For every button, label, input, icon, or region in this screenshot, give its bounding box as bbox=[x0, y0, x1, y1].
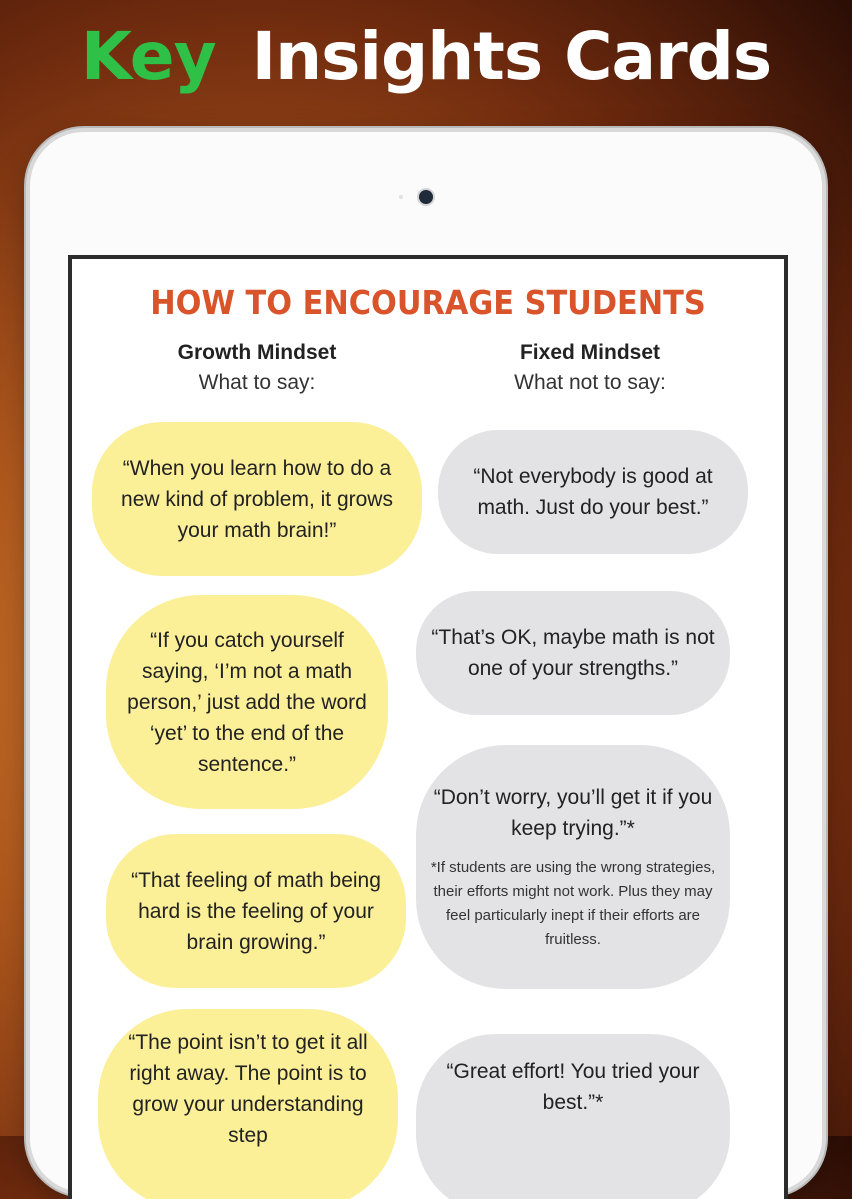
fixed-quote-2 bbox=[416, 591, 730, 715]
growth-quote-1 bbox=[92, 422, 422, 576]
camera-icon bbox=[419, 190, 433, 204]
growth-subheading: What to say: bbox=[198, 371, 316, 394]
card-screen[interactable] bbox=[68, 255, 788, 1199]
fixed-quote-text: “Don’t worry, you’ll get it if you keep trying.”* bbox=[433, 786, 713, 840]
growth-quote-text: “The point isn’t to get it all right away. The point is to grow your understanding step bbox=[128, 1031, 368, 1147]
growth-quote-text: “When you learn how to do a new kind of problem, it grows your math brain!” bbox=[121, 456, 393, 542]
card-title: HOW TO ENCOURAGE STUDENTS bbox=[150, 283, 706, 322]
fixed-quote-3 bbox=[416, 745, 730, 989]
growth-quote-4 bbox=[98, 1009, 398, 1199]
tablet-frame bbox=[30, 132, 822, 1192]
growth-quote-text: “That feeling of math being hard is the feeling of your brain growing.” bbox=[131, 868, 381, 954]
growth-header bbox=[107, 341, 407, 395]
fixed-header bbox=[440, 341, 740, 395]
headline bbox=[0, 18, 852, 95]
fixed-subheading: What not to say: bbox=[514, 371, 666, 394]
fixed-heading: Fixed Mindset bbox=[519, 341, 661, 364]
fixed-note: *If students are using the wrong strategies, their efforts might not work. Plus they may feel particularly inept if their efforts are fruitless. bbox=[430, 859, 716, 948]
growth-quote-2 bbox=[106, 595, 388, 809]
growth-quote-text: “If you catch yourself saying, ‘I’m not a math person,’ just add the word ‘yet’ to the end of the sentence.” bbox=[127, 628, 367, 776]
sensor-dot bbox=[399, 195, 403, 199]
fixed-quote-text: “That’s OK, maybe math is not one of your strengths.” bbox=[431, 626, 715, 680]
fixed-quote-text: “Great effort! You tried your best.”* bbox=[446, 1060, 700, 1114]
growth-heading: Growth Mindset bbox=[177, 341, 337, 364]
headline-rest: Insights Cards bbox=[251, 18, 772, 95]
headline-key: Key bbox=[80, 18, 216, 95]
fixed-quote-4 bbox=[416, 1034, 730, 1199]
fixed-quote-1 bbox=[438, 430, 748, 554]
growth-quote-3 bbox=[106, 834, 406, 988]
fixed-quote-text: “Not everybody is good at math. Just do your best.” bbox=[473, 465, 713, 519]
